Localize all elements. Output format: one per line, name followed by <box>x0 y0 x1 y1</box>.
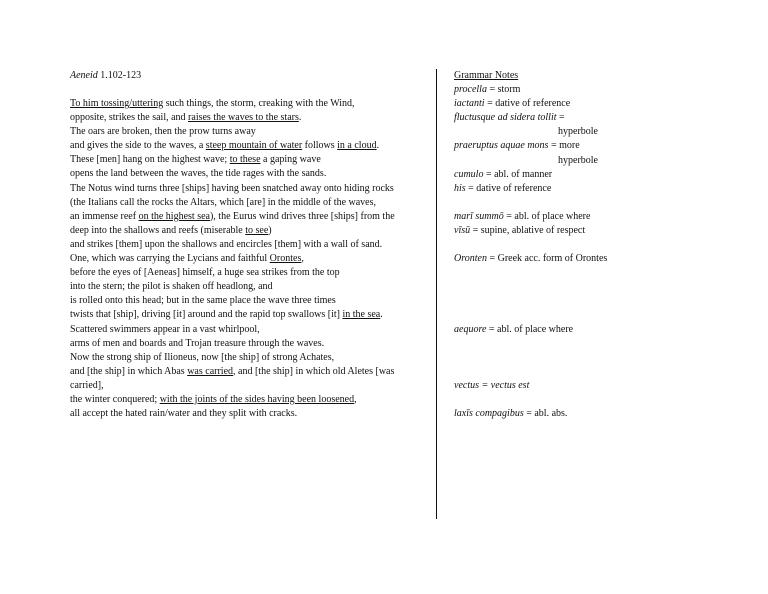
note-text: hyperbole <box>558 154 598 166</box>
latin-term: iactanti <box>454 98 485 110</box>
text-run: and gives the side to the waves, a <box>70 140 206 152</box>
translation-line <box>70 125 426 139</box>
translation-line <box>70 365 426 379</box>
grammar-notes-list <box>454 83 754 421</box>
grammar-note <box>454 168 754 182</box>
latin-term: vectus <box>454 380 479 392</box>
translation-line <box>70 308 426 322</box>
translation-line <box>70 153 426 167</box>
text-run: all accept the hated rain/water and they split with cracks. <box>70 408 298 420</box>
underlined-phrase: in a cloud <box>337 140 377 152</box>
text-run: The oars are broken, then the prow turns away <box>70 126 256 138</box>
note-text: = <box>556 112 565 124</box>
text-run: . <box>380 309 383 321</box>
passage-reference: 1.102-123 <box>97 70 142 81</box>
text-run: , and [the ship] in which old Aletes [was <box>233 365 395 377</box>
translation-line <box>70 139 426 153</box>
underlined-phrase: Orontes <box>269 253 302 265</box>
translation-line <box>70 210 426 224</box>
translation-line <box>70 323 426 337</box>
grammar-note <box>454 252 754 266</box>
text-run: follows <box>302 140 338 152</box>
translation-line <box>70 407 426 421</box>
text-run: ) <box>268 224 272 236</box>
grammar-note <box>454 154 754 168</box>
text-run: These [men] hang on the highest wave; <box>70 154 230 166</box>
text-run: arms of men and boards and Trojan treasure through the waves. <box>70 337 325 349</box>
underlined-phrase: to these <box>229 154 261 166</box>
translation-line <box>70 182 426 196</box>
translation-line <box>70 111 426 125</box>
text-run: the winter conquered; <box>70 393 160 405</box>
grammar-note <box>454 224 754 238</box>
text-run: (the Italians call the rocks the Altars, which [are] in the middle of the waves, <box>70 196 377 208</box>
grammar-note <box>454 125 754 139</box>
spacer <box>70 83 426 97</box>
text-run: before the eyes of [Aeneas] himself, a huge sea strikes from the top <box>70 267 340 279</box>
translation-line <box>70 196 426 210</box>
translation-line <box>70 238 426 252</box>
grammar-note <box>454 379 754 393</box>
latin-term: marī summō <box>454 210 504 222</box>
grammar-note <box>454 407 754 421</box>
grammar-note <box>454 83 754 97</box>
translation-line <box>70 252 426 266</box>
grammar-note <box>454 182 754 196</box>
underlined-phrase: in the sea <box>342 309 381 321</box>
grammar-note <box>454 323 754 337</box>
text-run: , <box>354 393 357 405</box>
text-run: Now the strong ship of Ilioneus, now [the ship] of strong Achates, <box>70 351 335 363</box>
text-run: twists that [ship], driving [it] around and the rapid top swallows [it] <box>70 309 343 321</box>
note-text: = storm <box>486 84 521 96</box>
latin-term: his <box>454 182 466 194</box>
note-spacer <box>454 280 754 294</box>
translation-line <box>70 351 426 365</box>
note-text: = more <box>548 140 580 152</box>
column-divider <box>436 69 437 519</box>
text-run: and strikes [them] upon the shallows and encircles [them] with a wall of sand. <box>70 238 383 250</box>
note-spacer <box>454 351 754 365</box>
underlined-phrase: To him tossing/uttering <box>70 98 164 109</box>
grammar-note <box>454 139 754 153</box>
grammar-notes-column <box>454 69 754 421</box>
translation-line <box>70 294 426 308</box>
text-run: an immense reef <box>70 210 139 222</box>
translation-line <box>70 224 426 238</box>
text-run: One, which was carrying the Lycians and faithful <box>70 253 270 265</box>
text-run: opens the land between the waves, the tide rages with the sands. <box>70 168 327 180</box>
text-run: is rolled onto this head; but in the same place the wave three times <box>70 295 336 307</box>
text-run: . <box>298 112 302 124</box>
text-run: , <box>301 253 304 265</box>
latin-term: procella <box>454 84 487 96</box>
note-spacer <box>454 266 754 280</box>
latin-term: = <box>479 380 491 392</box>
note-text: = supine, ablative of respect <box>470 225 586 237</box>
grammar-note <box>454 111 754 125</box>
translation-line <box>70 393 426 407</box>
text-run: and [the ship] in which Abas <box>70 365 188 377</box>
note-spacer <box>454 309 754 323</box>
latin-term: Oronten <box>454 253 487 265</box>
translation-line <box>70 97 426 111</box>
note-spacer <box>454 393 754 407</box>
underlined-phrase: was carried <box>187 365 234 377</box>
translation-line <box>70 167 426 181</box>
text-run: deep into the shallows and reefs (miserable <box>70 224 246 236</box>
translation-column <box>70 69 426 421</box>
text-run: ), the Eurus wind drives three [ships] from the <box>209 210 395 222</box>
work-title: Aeneid <box>70 70 98 81</box>
latin-term: vectus est <box>490 380 530 392</box>
note-spacer <box>454 295 754 309</box>
note-spacer <box>454 337 754 351</box>
text-run: such things, the storm, creaking with the Wind, <box>163 98 355 109</box>
translation-line <box>70 337 426 351</box>
note-text: hyperbole <box>558 126 598 138</box>
note-text: = abl. of place where <box>503 210 591 222</box>
note-spacer <box>454 238 754 252</box>
note-text: = dative of reference <box>465 182 552 194</box>
translation-line <box>70 280 426 294</box>
latin-term: cumulo <box>454 168 484 180</box>
latin-term: laxīs compagibus <box>454 408 524 420</box>
underlined-phrase: to see <box>245 224 269 236</box>
text-run: carried], <box>70 379 104 391</box>
underlined-phrase: with the joints of the sides having been loosened <box>159 393 355 405</box>
note-spacer <box>454 196 754 210</box>
latin-term: aequore <box>454 323 487 335</box>
latin-term: fluctusque ad sidera tollit <box>454 112 557 124</box>
underlined-phrase: steep mountain of water <box>205 140 303 152</box>
underlined-phrase: on the highest sea <box>138 210 210 222</box>
note-text: = Greek acc. form of Orontes <box>486 253 608 265</box>
text-run: The Notus wind turns three [ships] having been snatched away onto hiding rocks <box>70 182 394 194</box>
grammar-note <box>454 97 754 111</box>
note-text: = abl. abs. <box>523 408 568 420</box>
note-text: = abl. of manner <box>483 168 553 180</box>
passage-heading <box>70 69 426 83</box>
text-run: a gaping wave <box>260 154 321 166</box>
translation-lines <box>70 97 426 421</box>
text-run: opposite, strikes the sail, and <box>70 112 189 124</box>
note-spacer <box>454 365 754 379</box>
grammar-notes-title: Grammar Notes <box>454 70 519 81</box>
underlined-phrase: raises the waves to the stars <box>188 112 299 124</box>
latin-term: praeruptus aquae mons <box>454 140 549 152</box>
note-text: = abl. of place where <box>486 323 574 335</box>
translation-line <box>70 266 426 280</box>
note-text: = dative of reference <box>484 98 571 110</box>
grammar-note <box>454 210 754 224</box>
text-run: Scattered swimmers appear in a vast whirlpool, <box>70 323 260 335</box>
latin-term: vīsū <box>454 225 471 237</box>
translation-line <box>70 379 426 393</box>
text-run: . <box>376 140 380 152</box>
text-run: into the stern; the pilot is shaken off headlong, and <box>70 281 273 293</box>
